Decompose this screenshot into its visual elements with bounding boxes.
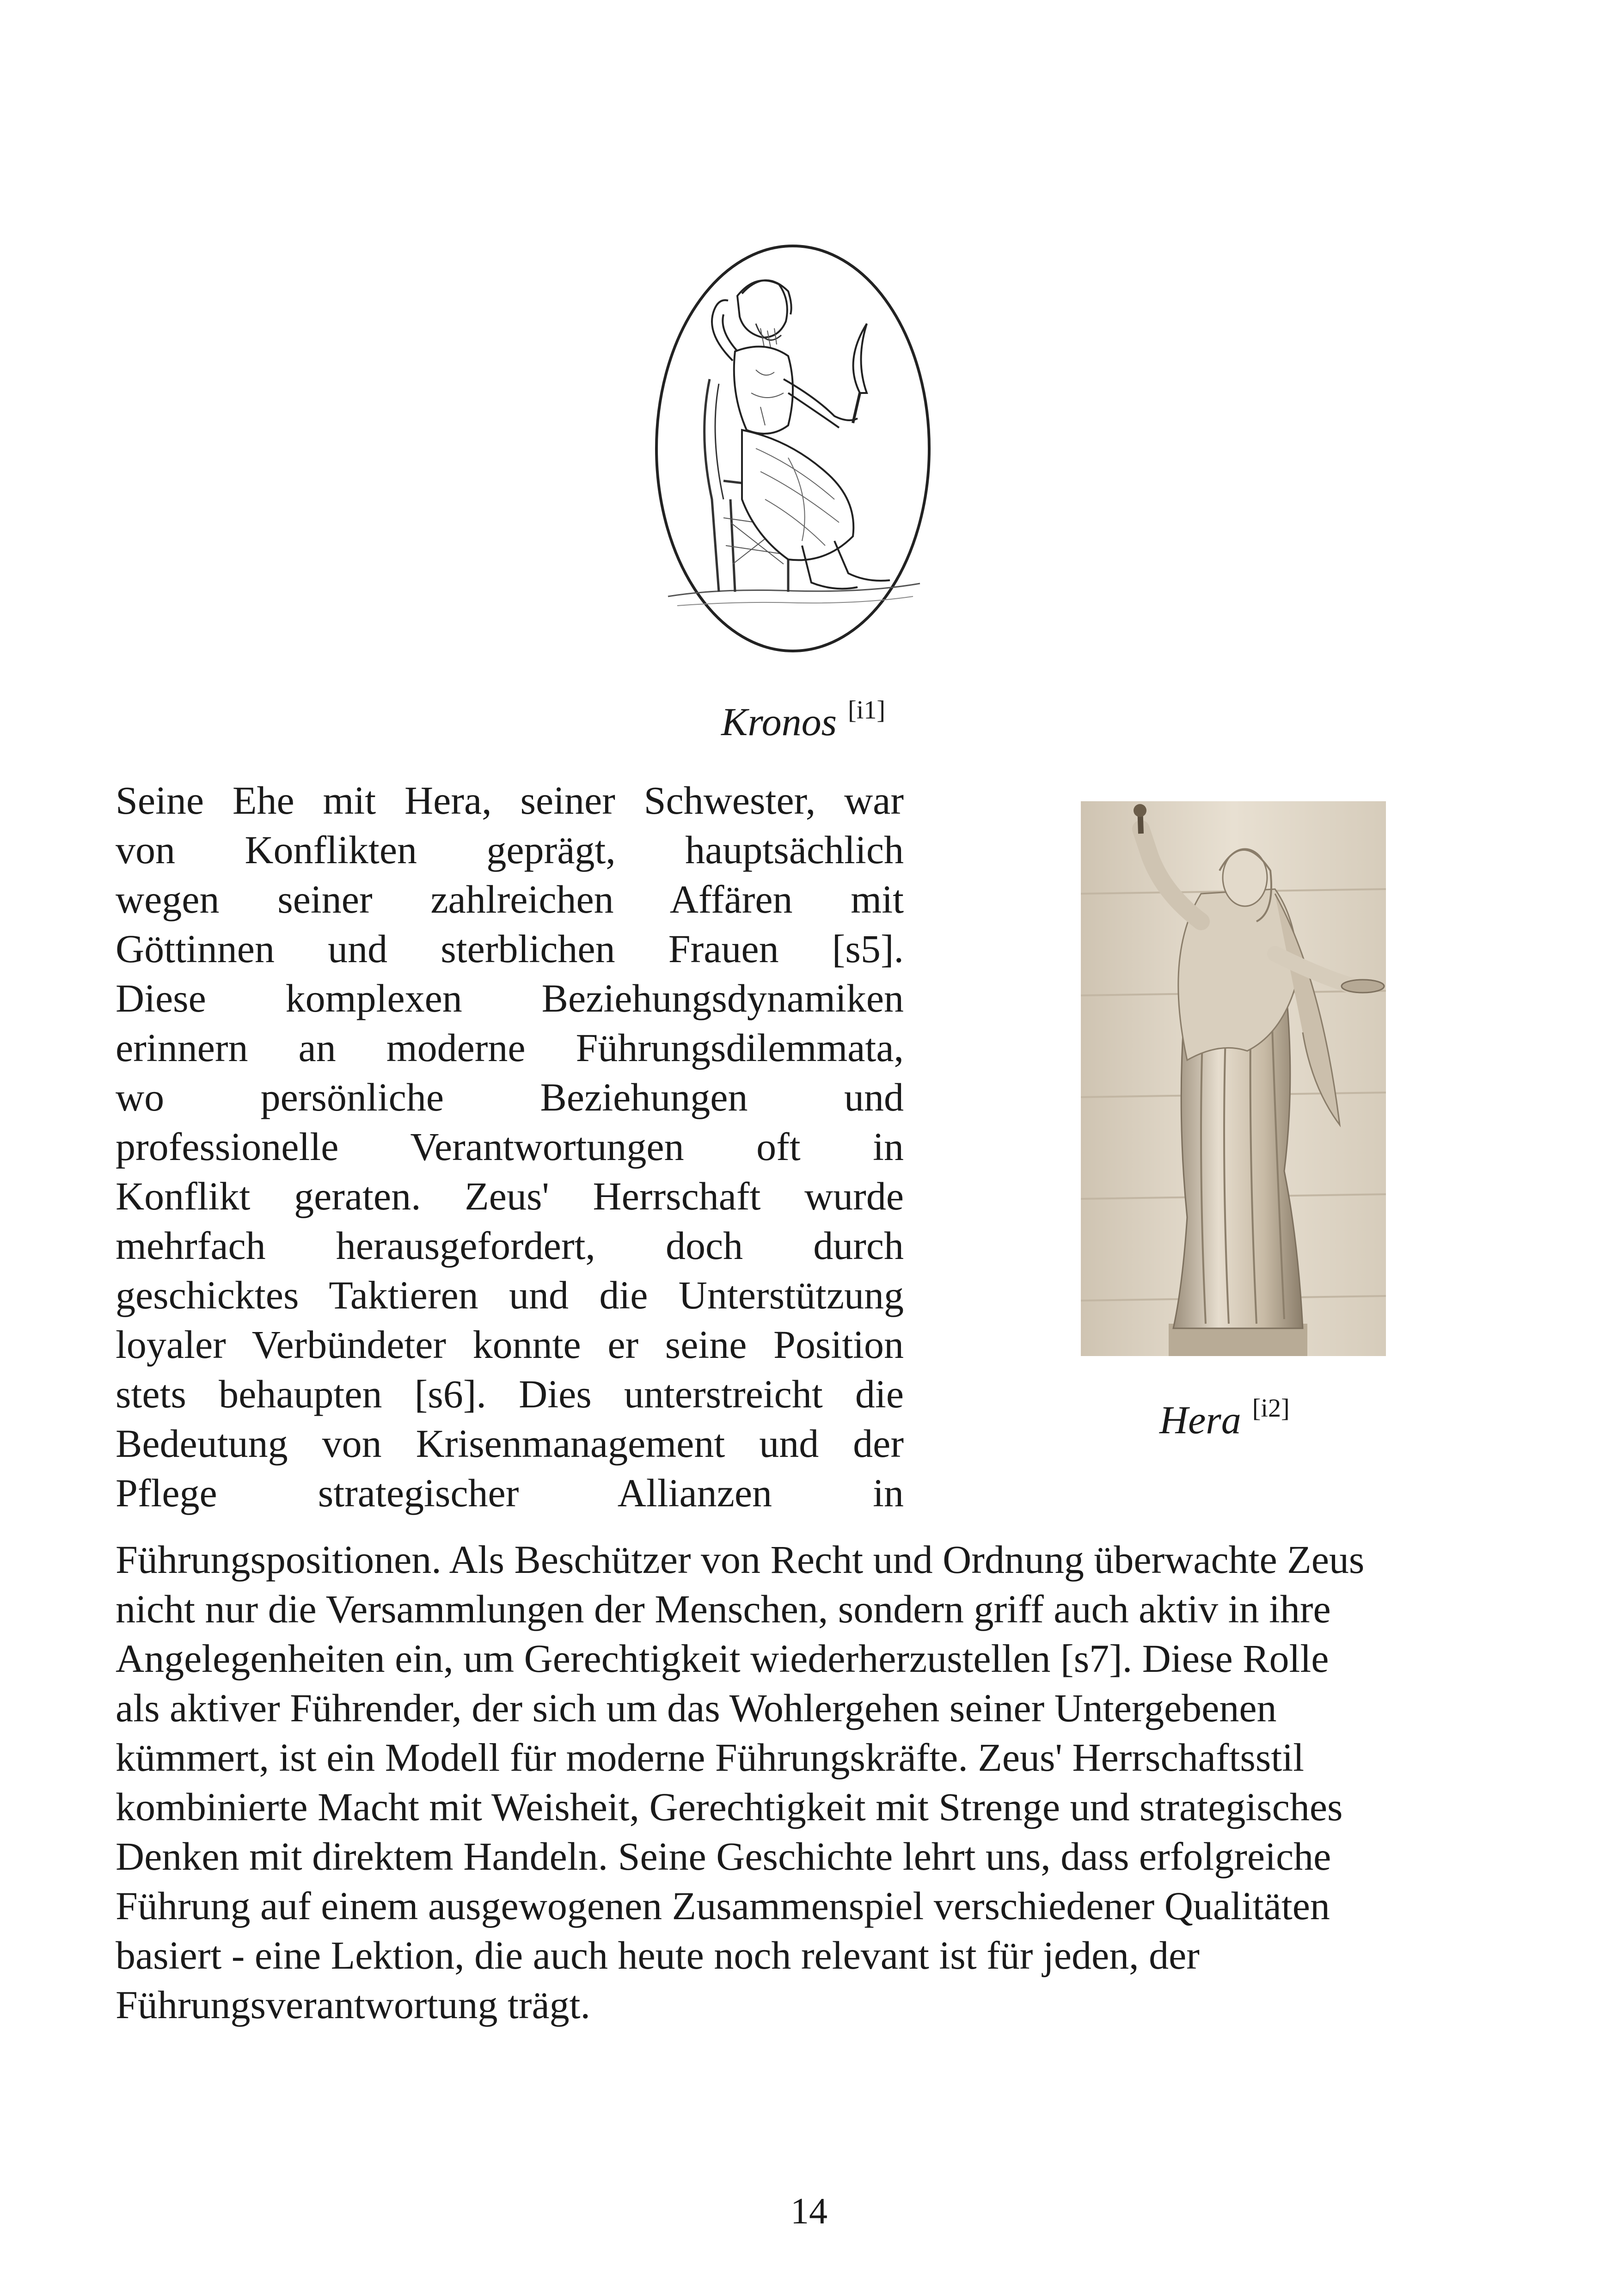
hera-image-reference: [i2] xyxy=(1252,1394,1290,1423)
text-line: loyaler Verbündeter konnte er seine Position xyxy=(116,1322,904,1367)
text-line: geschicktes Taktieren und die Unterstützung xyxy=(116,1273,904,1317)
text-line: kümmert, ist ein Modell für moderne Führungskräfte. Zeus' Herrschaftsstil xyxy=(116,1735,1305,1780)
text-line: mehrfach herausgefordert, doch durch xyxy=(116,1223,904,1268)
text-line: Führungsverantwortung trägt. xyxy=(116,1983,591,2027)
text-line: basiert - eine Lektion, die auch heute noch relevant ist für jeden, der xyxy=(116,1933,1200,1977)
kronos-caption-text: Kronos xyxy=(721,700,837,744)
text-line: Bedeutung von Krisenmanagement und der xyxy=(116,1421,904,1466)
text-line: kombinierte Macht mit Weisheit, Gerechtigkeit mit Strenge und strategisches xyxy=(116,1785,1343,1829)
body-text-full-width xyxy=(116,1535,1502,2030)
text-line: Göttinnen und sterblichen Frauen [s5]. xyxy=(116,927,904,971)
text-line: Diese komplexen Beziehungsdynamiken xyxy=(116,976,904,1020)
text-line: wo persönliche Beziehungen und xyxy=(116,1075,904,1119)
text-line: professionelle Verantwortungen oft in xyxy=(116,1124,904,1169)
kronos-engraving-image xyxy=(650,240,936,657)
kronos-image-reference: [i1] xyxy=(848,696,885,724)
text-line: Konflikt geraten. Zeus' Herrschaft wurde xyxy=(116,1174,904,1218)
text-line: Seine Ehe mit Hera, seiner Schwester, war xyxy=(116,778,904,823)
text-line: erinnern an moderne Führungsdilemmata, xyxy=(116,1025,904,1070)
text-line: wegen seiner zahlreichen Affären mit xyxy=(116,877,904,921)
text-line: nicht nur die Versammlungen der Menschen, sondern griff auch aktiv in ihre xyxy=(116,1587,1331,1631)
text-line: Führungspositionen. Als Beschützer von Recht und Ordnung überwachte Zeus xyxy=(116,1537,1365,1582)
hera-statue-image xyxy=(1081,801,1386,1356)
text-line: als aktiver Führender, der sich um das Wohlergehen seiner Untergebenen xyxy=(116,1686,1277,1730)
text-line: Führung auf einem ausgewogenen Zusammenspiel verschiedener Qualitäten xyxy=(116,1884,1330,1928)
hera-caption-text: Hera xyxy=(1159,1398,1241,1442)
kronos-caption xyxy=(721,696,885,744)
text-line: Angelegenheiten ein, um Gerechtigkeit wiederherzustellen [s7]. Diese Rolle xyxy=(116,1636,1329,1681)
body-text-narrow-column xyxy=(116,776,904,1518)
hera-caption xyxy=(1159,1394,1290,1442)
text-line: Denken mit direktem Handeln. Seine Geschichte lehrt uns, dass erfolgreiche xyxy=(116,1834,1331,1879)
text-line: Pflege strategischer Allianzen in xyxy=(116,1471,904,1515)
text-line: stets behaupten [s6]. Dies unterstreicht die xyxy=(116,1372,904,1416)
text-line: von Konflikten geprägt, hauptsächlich xyxy=(116,828,904,872)
page-number: 14 xyxy=(791,2191,827,2232)
